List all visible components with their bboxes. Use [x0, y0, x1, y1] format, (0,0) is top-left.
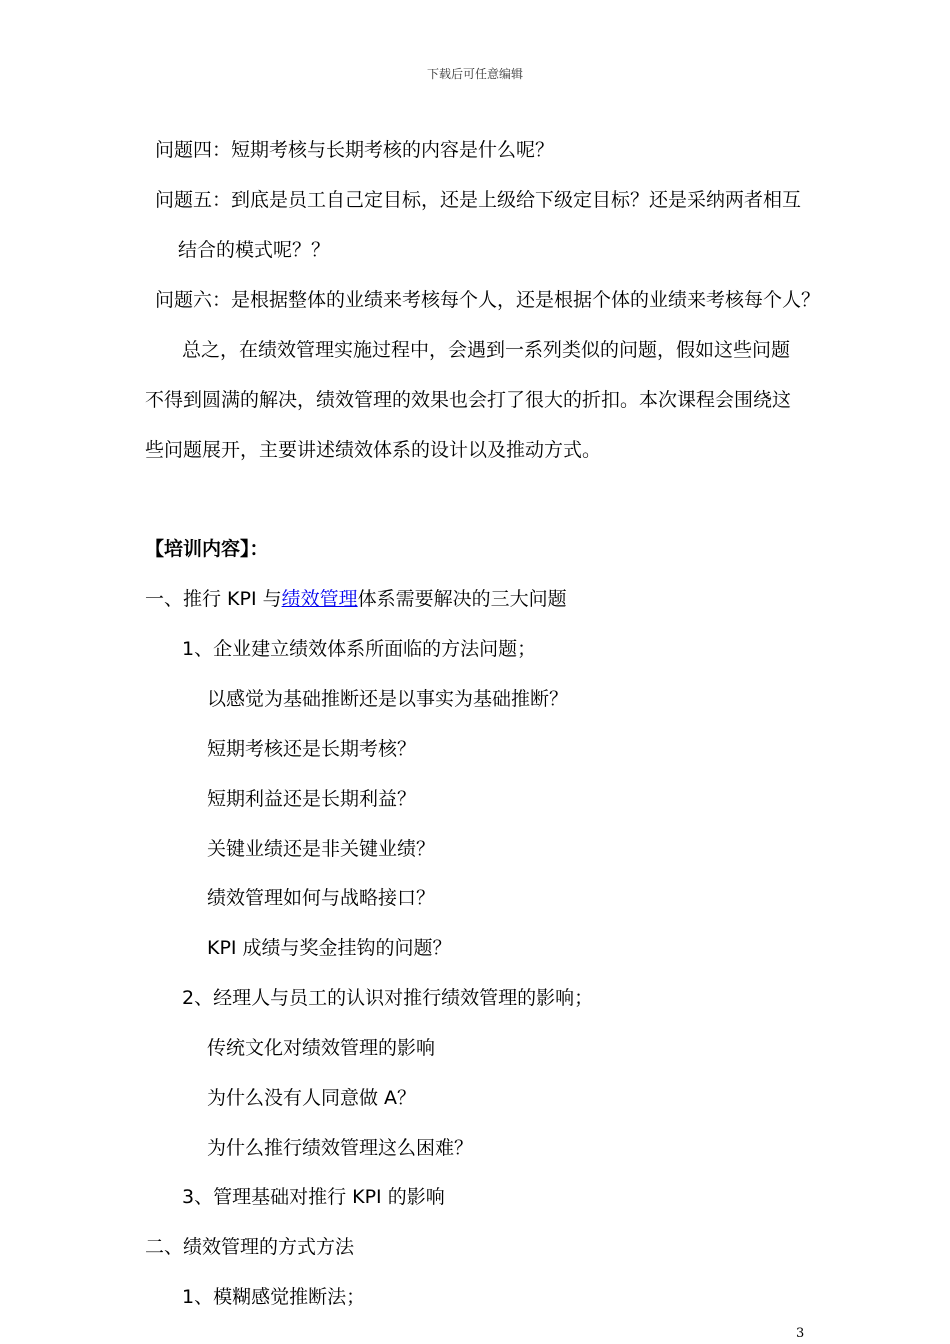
question-six: 问题六：是根据整体的业绩来考核每个人，还是根据个体的业绩来考核每个人？ [155, 289, 821, 311]
list-item: 为什么没有人同意做 A？ [207, 1087, 417, 1109]
list-item: 传统文化对绩效管理的影响 [207, 1037, 436, 1059]
section-one-prefix: 一、推行 KPI 与 [145, 588, 282, 610]
summary-line-3: 些问题展开，主要讲述绩效体系的设计以及推动方式。 [145, 439, 602, 461]
training-heading: 【培训内容】： [145, 538, 269, 560]
section-one-title [145, 586, 567, 612]
performance-management-link[interactable]: 绩效管理 [281, 588, 358, 610]
summary-line-2: 不得到圆满的解决，绩效管理的效果也会打了很大的折扣。本次课程会围绕这 [145, 389, 792, 411]
question-five-line-2: 结合的模式呢？？ [178, 239, 331, 261]
list-item: 以感觉为基础推断还是以事实为基础推断？ [207, 688, 569, 710]
section-one-item-1-title: 1、企业建立绩效体系所面临的方法问题； [182, 638, 537, 660]
list-item: 短期利益还是长期利益？ [207, 788, 417, 810]
summary-line-1: 总之，在绩效管理实施过程中，会遇到一系列类似的问题，假如这些问题 [182, 339, 791, 361]
list-item: 绩效管理如何与战略接口？ [207, 887, 436, 909]
page-header: 下载后可任意编辑 [426, 67, 523, 81]
list-item: 为什么推行绩效管理这么困难？ [207, 1137, 474, 1159]
section-two-item-1-title: 1、模糊感觉推断法； [182, 1286, 366, 1308]
section-one-suffix: 体系需要解决的三大问题 [357, 588, 567, 610]
list-item: 短期考核还是长期考核？ [207, 738, 417, 760]
section-one-item-2-title: 2、经理人与员工的认识对推行绩效管理的影响； [182, 987, 594, 1009]
list-item: 关键业绩还是非关键业绩？ [207, 838, 436, 860]
section-one-item-3-title: 3、管理基础对推行 KPI 的影响 [182, 1186, 445, 1208]
list-item: KPI 成绩与奖金挂钩的问题？ [207, 937, 452, 959]
question-five-line-1: 问题五：到底是员工自己定目标，还是上级给下级定目标？还是采纳两者相互 [155, 189, 802, 211]
question-four: 问题四：短期考核与长期考核的内容是什么呢？ [155, 139, 555, 161]
section-two-title: 二、绩效管理的方式方法 [145, 1236, 355, 1258]
page-number: 3 [796, 1326, 805, 1341]
